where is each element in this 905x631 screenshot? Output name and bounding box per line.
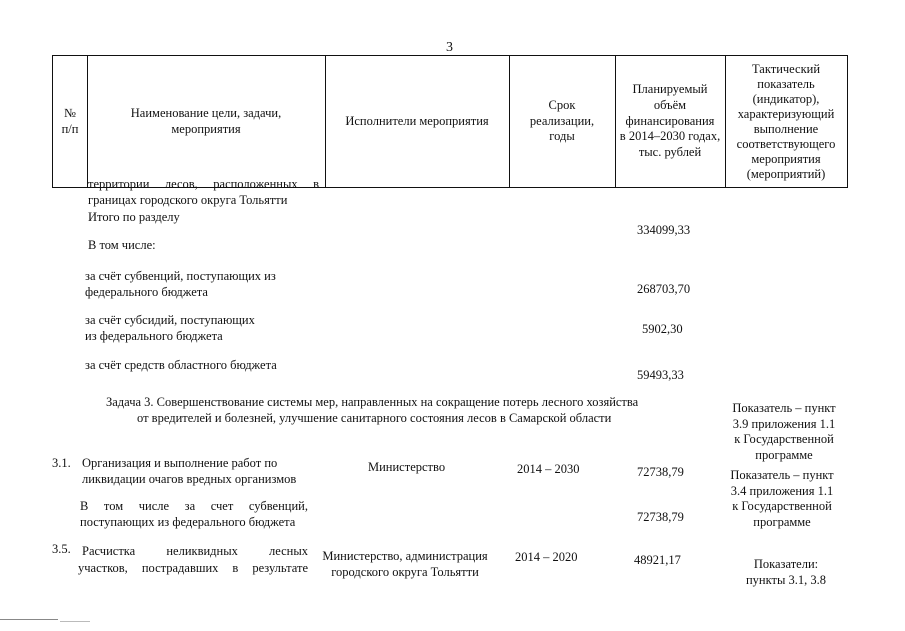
page-number: 3 — [446, 40, 453, 55]
task3-heading: Задача 3. Совершенствование системы мер, направленных на сокращение потерь лесного хозяйства — [106, 395, 639, 409]
row-subline-value: 72738,79 — [637, 510, 684, 524]
row-name: Организация и выполнение работ по ликвидации очагов вредных организмов — [82, 456, 297, 486]
federal-subventions-value: 268703,70 — [637, 282, 691, 296]
row-name: участков, пострадавших в результате — [78, 561, 308, 575]
header-name: Наименование цели, задачи, мероприятия — [130, 105, 282, 136]
task3-heading: от вредителей и болезней, улучшение санитарного состояния лесов в Самарской области — [137, 411, 612, 425]
row-subline: В том числе за счет субвенций, — [80, 499, 308, 513]
federal-subventions-label: за счёт субвенций, поступающих из федерального бюджета — [85, 269, 276, 299]
row-executor: Министерство — [368, 460, 446, 474]
header-indicator: Тактический показатель (индикатор), характеризующий выполнение соответствующего мероприятия (мероприятий) — [736, 61, 836, 181]
row-number: 3.1. — [52, 456, 71, 470]
federal-subsidies-label: за счёт субсидий, поступающих из федерального бюджета — [85, 313, 255, 343]
header-finance: Планируемый объём финансирования в 2014–2030 годах, тыс. рублей — [619, 82, 721, 159]
total-label: Итого по разделу — [88, 210, 180, 224]
row-indicator: Показатель – пункт 3.4 приложения 1.1 к Государственной программе — [730, 468, 834, 529]
row-term: 2014 – 2020 — [515, 550, 578, 564]
row-name: Расчистка неликвидных лесных — [82, 544, 308, 558]
task3-indicator: Показатель – пункт 3.9 приложения 1.1 к Государственной программе — [732, 401, 836, 462]
including-label: В том числе: — [88, 238, 156, 252]
federal-subsidies-value: 5902,30 — [642, 322, 683, 336]
continued-name-line: границах городского округа Тольятти — [88, 193, 288, 207]
scan-artifact-line — [0, 619, 58, 620]
regional-budget-value: 59493,33 — [637, 368, 684, 382]
header-executors: Исполнители мероприятия — [345, 113, 489, 128]
continued-name-line: территории лесов, расположенных в — [88, 177, 319, 191]
row-indicator: Показатели: пункты 3.1, 3.8 — [745, 557, 827, 587]
header-term: Срок реализации, годы — [529, 98, 595, 144]
row-subline: поступающих из федерального бюджета — [80, 515, 296, 529]
row-finance-value: 72738,79 — [637, 465, 684, 479]
table-header — [52, 55, 848, 188]
row-term: 2014 – 2030 — [517, 462, 580, 476]
regional-budget-label: за счёт средств областного бюджета — [85, 358, 277, 372]
scan-artifact-line — [60, 621, 90, 622]
row-executor: Министерство, администрация городского округа Тольятти — [322, 549, 488, 579]
total-value: 334099,33 — [637, 223, 691, 237]
row-number: 3.5. — [52, 542, 71, 556]
header-number: № п/п — [61, 105, 79, 136]
row-finance-value: 48921,17 — [634, 553, 681, 567]
